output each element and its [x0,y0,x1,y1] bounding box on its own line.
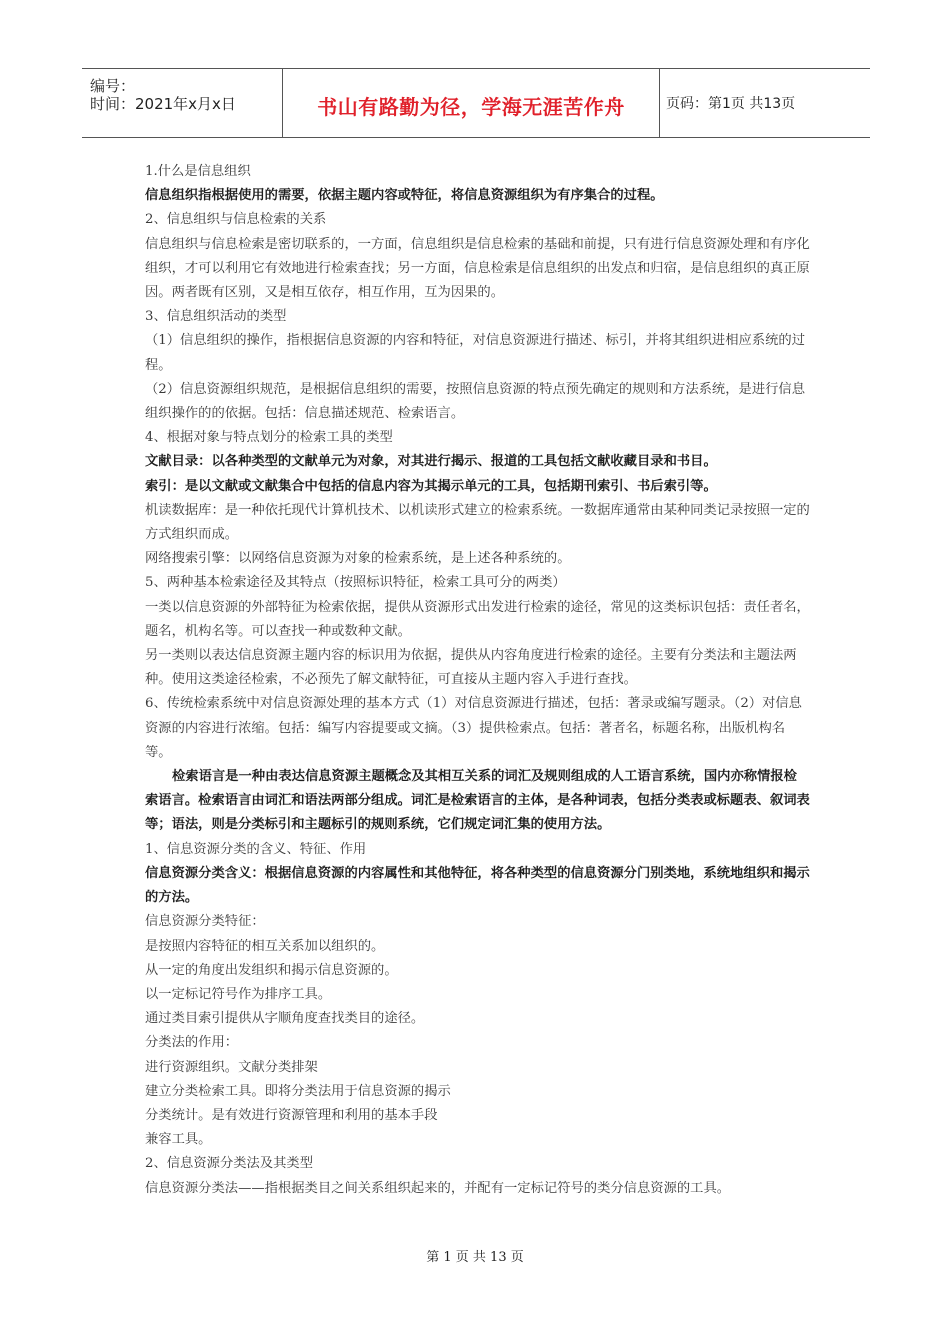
page-footer: 第 1 页 共 13 页 [426,1250,524,1265]
header-motto: 书山有路勤为径，学海无涯苦作舟 [317,95,625,119]
paragraph: （2）信息资源组织规范，是根据信息组织的需要，按照信息资源的特点预先确定的规则和方法系统，是进行信息组织操作的的依据。包括：信息描述规范、检索语言。 [145,381,806,422]
paragraph: 信息组织指根据使用的需要，依据主题内容或特征，将信息资源组织为有序集合的过程。 [145,188,664,204]
paragraph: 信息组织与信息检索是密切联系的，一方面，信息组织是信息检索的基础和前提，只有进行信息资源处理和有序化组织，才可以利用它有效地进行检索查找；另一方面，信息检索是信息组织的出发点和归宿，是信息组织的真正原因。两者既有区别，又是相互依存，相互作用，互为因果的。 [145,236,810,301]
paragraph: 文献目录：以各种类型的文献单元为对象，对其进行揭示、报道的工具包括文献收藏目录和书目。 [145,454,717,470]
paragraph: 索引：是以文献或文献集合中包括的信息内容为其揭示单元的工具，包括期刊索引、书后索引等。 [145,478,717,494]
paragraph: 从一定的角度出发组织和揭示信息资源的。 [145,962,398,978]
paragraph: 机读数据库：是一种依托现代计算机技术、以机读形式建立的检索系统。一数据库通常由某种同类记录按照一定的方式组织而成。 [145,502,810,543]
paragraph: 兼容工具。 [145,1132,212,1148]
header-page-number: 页码：第1页 共13页 [666,96,796,112]
paragraph: 2、信息组织与信息检索的关系 [145,212,327,228]
header-meta-cell [82,69,283,137]
paragraph: （1）信息组织的操作，指根据信息资源的内容和特征，对信息资源进行描述、标引，并将其组织进相应系统的过程。 [145,333,806,373]
paragraph: 信息资源分类含义：根据信息资源的内容属性和其他特征，将各种类型的信息资源分门别类地，系统地组织和揭示的方法。 [145,865,810,906]
document-time-label: 时间：2021年x月x日 [90,95,236,113]
document-number-label: 编号： [90,77,136,95]
paragraph: 分类法的作用： [145,1035,239,1051]
paragraph: 是按照内容特征的相互关系加以组织的。 [145,938,385,954]
paragraph: 以一定标记符号作为排序工具。 [145,986,332,1002]
paragraph: 2、信息资源分类法及其类型 [145,1156,314,1172]
paragraph: 1、信息资源分类的含义、特征、作用 [145,841,367,857]
paragraph: 另一类则以表达信息资源主题内容的标识用为依据，提供从内容角度进行检索的途径。主要有分类法和主题法两种。使用这类途径检索，不必预先了解文献特征，可直接从主题内容入手进行查找。 [145,648,797,688]
paragraph: 一类以信息资源的外部特征为检索依据，提供从资源形式出发进行检索的途径，常见的这类标识包括：责任者名，题名，机构名等。可以查找一种或数种文献。 [145,599,810,639]
header-page-cell [660,69,870,137]
paragraph: 通过类目索引提供从字顺角度查找类目的途径。 [145,1011,425,1027]
paragraph: 进行资源组织。文献分类排架 [145,1059,318,1075]
paragraph: 3、信息组织活动的类型 [145,309,287,325]
page-header [82,68,870,138]
paragraph: 检索语言是一种由表达信息资源主题概念及其相互关系的词汇及规则组成的人工语言系统，国内亦称情报检索语言。检索语言由词汇和语法两部分组成。词汇是检索语言的主体，是各种词表，包括分类表或标题表、叙词表等；语法，则是分类标引和主题标引的规则系统，它们规定词汇集的使用方法。 [145,769,810,833]
document-body [145,160,810,1201]
paragraph: 网络搜索引擎：以网络信息资源为对象的检索系统，是上述各种系统的。 [145,551,571,567]
paragraph: 4、根据对象与特点划分的检索工具的类型 [145,430,393,446]
paragraph: 分类统计。是有效进行资源管理和利用的基本手段 [145,1107,438,1123]
paragraph: 建立分类检索工具。即将分类法用于信息资源的揭示 [145,1083,451,1099]
paragraph: 6、传统检索系统中对信息资源处理的基本方式（1）对信息资源进行描述，包括：著录或编写题录。（2）对信息资源的内容进行浓缩。包括：编写内容提要或文摘。（3）提供检索点。包括：著者名，标题名称，出版机构名等。 [145,696,802,760]
paragraph: 1.什么是信息组织 [145,164,251,179]
paragraph: 信息资源分类特征： [145,914,265,930]
paragraph: 5、两种基本检索途径及其特点（按照标识特征，检索工具可分的两类） [145,575,566,591]
header-motto-cell [283,69,660,137]
paragraph: 信息资源分类法——指根据类目之间关系组织起来的，并配有一定标记符号的类分信息资源的工具。 [145,1180,731,1196]
